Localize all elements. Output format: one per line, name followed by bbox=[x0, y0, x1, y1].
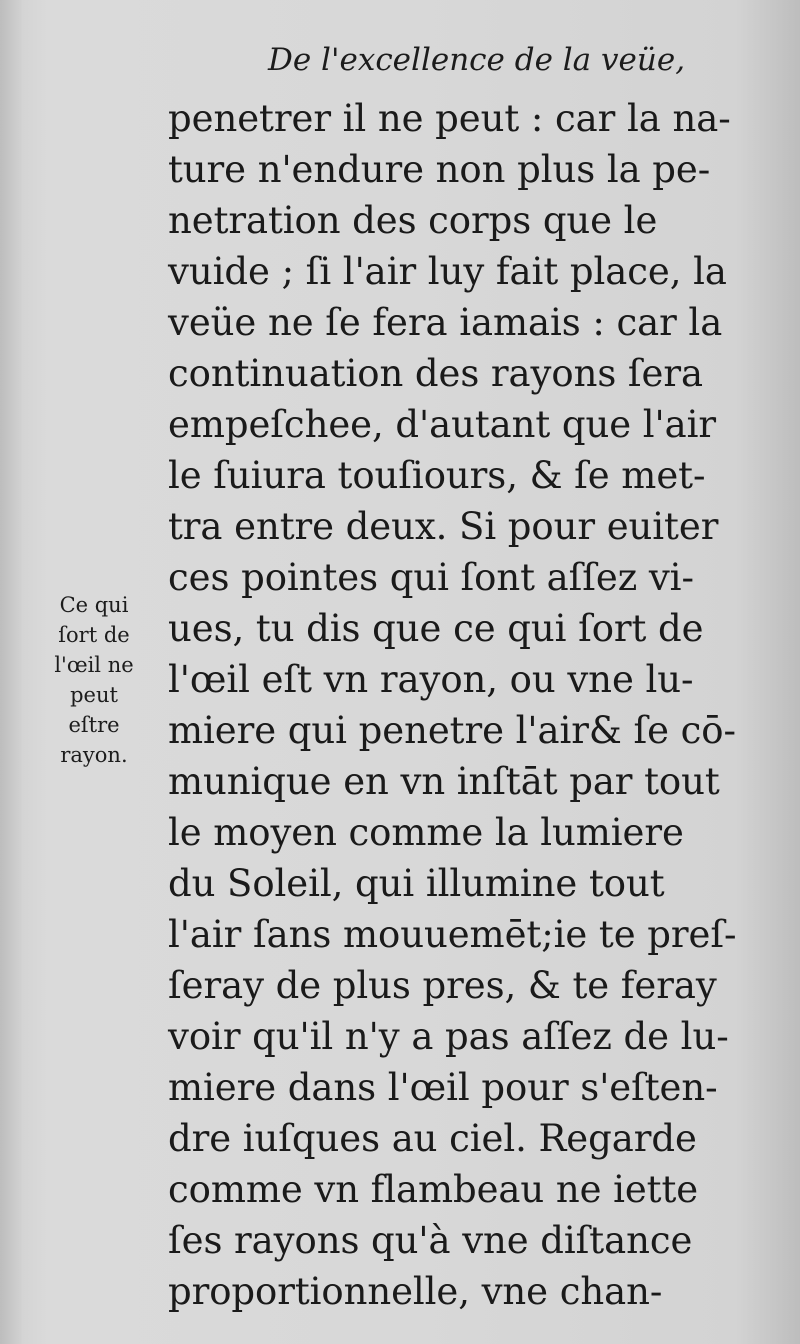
text-line: miere dans l'œil pour s'eſten- bbox=[168, 1066, 718, 1109]
margin-note-line: rayon. bbox=[60, 743, 128, 767]
margin-note-line: ſort de bbox=[58, 623, 130, 647]
text-line: ces pointes qui ſont aſſez vi- bbox=[168, 556, 694, 599]
margin-note-line: l'œil ne bbox=[54, 653, 134, 677]
text-line: tra entre deux. Si pour euiter bbox=[168, 505, 719, 548]
text-line: proportionnelle, vne chan- bbox=[168, 1270, 663, 1313]
text-line: l'air ſans mouuemēt;ie te preſ- bbox=[168, 913, 737, 956]
text-line: du Soleil, qui illumine tout bbox=[168, 862, 665, 905]
text-line: voir qu'il n'y a pas aſſez de lu- bbox=[168, 1015, 729, 1058]
text-line: vuide ; ſi l'air luy fait place, la bbox=[168, 250, 727, 293]
margin-note-line: Ce qui bbox=[59, 593, 129, 617]
text-line: ſeray de plus pres, & te feray bbox=[168, 964, 717, 1007]
text-line: netration des corps que le bbox=[168, 199, 658, 242]
text-line: le ſuiura touſiours, & ſe met- bbox=[168, 454, 706, 497]
text-line: veüe ne ſe fera iamais : car la bbox=[168, 301, 723, 344]
text-line: ture n'endure non plus la pe- bbox=[168, 148, 711, 191]
text-line: penetrer il ne peut : car la na- bbox=[168, 97, 731, 140]
body-text bbox=[168, 93, 748, 1317]
text-line: ues, tu dis que ce qui ſort de bbox=[168, 607, 704, 650]
text-line: le moyen comme la lumiere bbox=[168, 811, 684, 854]
page-edge-shadow bbox=[0, 0, 22, 1344]
margin-note-line: eſtre bbox=[68, 713, 120, 737]
margin-note-line: peut bbox=[70, 683, 118, 707]
text-line: l'œil eſt vn rayon, ou vne lu- bbox=[168, 658, 694, 701]
text-line: dre iuſques au ciel. Regarde bbox=[168, 1117, 697, 1160]
text-line: munique en vn inſtāt par tout bbox=[168, 760, 720, 803]
text-line: continuation des rayons ſera bbox=[168, 352, 703, 395]
text-line: ſes rayons qu'à vne diſtance bbox=[168, 1219, 693, 1262]
text-line: empeſchee, d'autant que l'air bbox=[168, 403, 717, 446]
text-line: comme vn flambeau ne iette bbox=[168, 1168, 699, 1211]
running-head: De l'excellence de la veüe, bbox=[268, 42, 686, 78]
text-line: miere qui penetre l'air& ſe cō- bbox=[168, 709, 736, 752]
margin-note bbox=[34, 590, 154, 770]
